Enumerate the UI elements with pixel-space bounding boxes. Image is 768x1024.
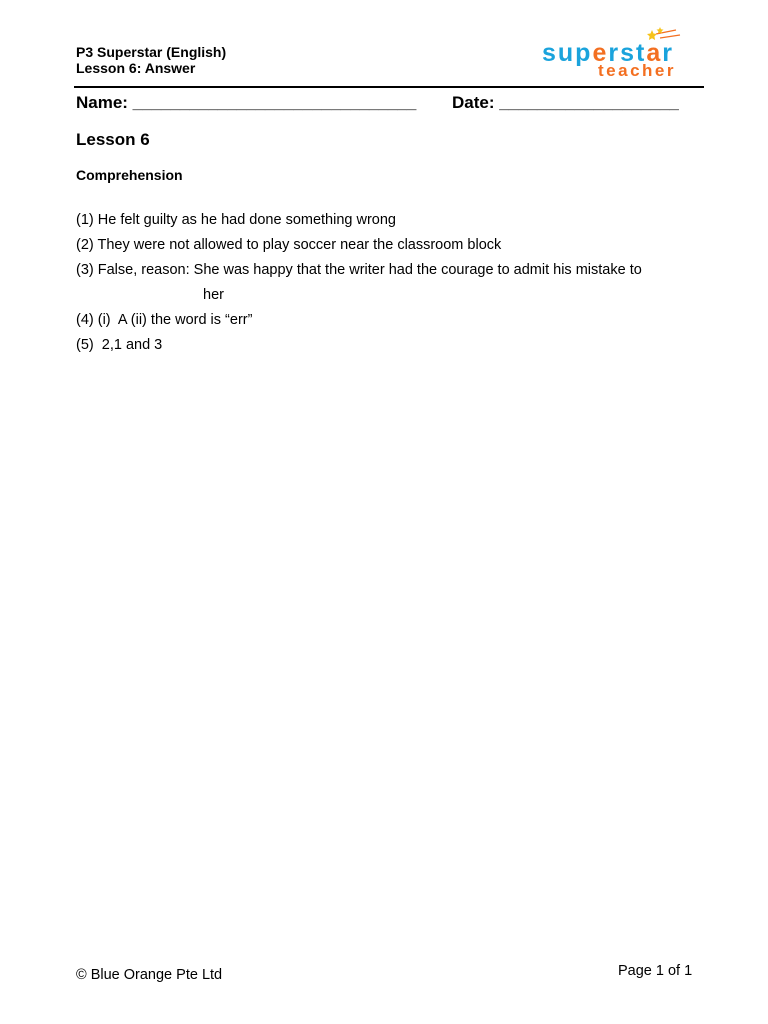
logo-text-part: e: [592, 39, 609, 67]
answer-item: (5) 2,1 and 3: [76, 337, 163, 353]
logo-text-part: r: [662, 39, 674, 67]
name-field: Name: ______________________________: [76, 93, 417, 112]
section-title: Comprehension: [76, 167, 183, 183]
answer-list: [76, 208, 696, 358]
logo-text-part: sup: [542, 39, 593, 67]
logo-text-part: a: [646, 39, 663, 67]
copyright-notice: © Blue Orange Pte Ltd: [76, 967, 223, 983]
header-divider: [74, 86, 704, 88]
answer-item: (1) He felt guilty as he had done something wrong: [76, 212, 396, 228]
lesson-title: Lesson 6: [76, 130, 150, 149]
answer-item: (3) False, reason: She was happy that the writer had the courage to admit his mistake to: [76, 262, 642, 278]
lesson-subtitle: Lesson 6: Answer: [76, 60, 196, 76]
answer-item: (4) (i) A (ii) the word is “err”: [76, 312, 253, 328]
superstar-teacher-logo: [540, 26, 700, 82]
course-title: P3 Superstar (English): [76, 44, 227, 60]
document-header: [76, 44, 226, 76]
page-number: Page 1 of 1: [618, 963, 693, 979]
date-field: Date: ___________________: [452, 93, 679, 112]
logo-word-teacher: teacher: [598, 61, 676, 80]
answer-item-continuation: her: [203, 287, 224, 303]
logo-text-part: rst: [608, 39, 647, 67]
answer-item: (2) They were not allowed to play soccer near the classroom block: [76, 237, 502, 253]
